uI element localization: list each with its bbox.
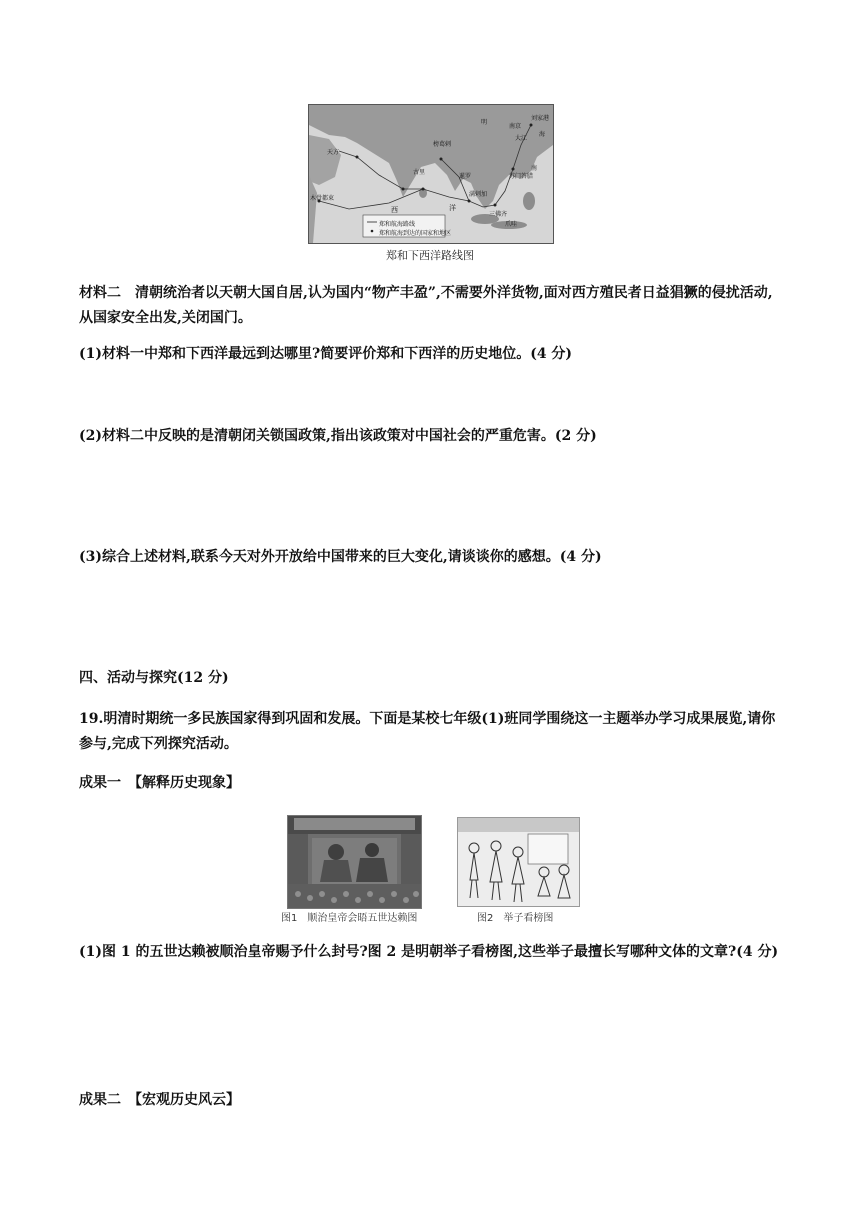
q18-question-1: (1)材料一中郑和下西洋最远到达哪里?简要评价郑和下西洋的历史地位。(4 分) — [79, 346, 573, 362]
section-4-title: 四、活动与探究(12 分) — [79, 670, 229, 686]
map-label-zhaowa: 爪哇 — [505, 221, 518, 228]
voyage-map-image — [308, 104, 554, 244]
map-label-yang: 洋 — [449, 204, 456, 212]
map-label-nan: 南 — [531, 165, 538, 172]
figure1-drawing — [288, 816, 421, 908]
result2-heading: 成果二 【宏观历史风云】 — [79, 1092, 240, 1108]
map-label-sanfoqi: 三佛齐 — [489, 211, 508, 218]
q18-question-2: (2)材料二中反映的是清朝闭关锁国政策,指出该政策对中国社会的严重危害。(2 分) — [79, 428, 597, 444]
figure2-drawing — [458, 818, 579, 906]
map-label-gulipei: 古里 — [413, 169, 426, 176]
figure1-caption: 图1 顺治皇帝会晤五世达赖图 — [281, 913, 418, 924]
figure2-candidates-viewing-list-image — [457, 817, 580, 907]
map-label-bangala: 榜葛剌 — [433, 141, 452, 148]
figure2-caption: 图2 举子看榜图 — [477, 913, 554, 924]
map-legend-route: 郑和航海路线 — [379, 221, 416, 228]
map-label-hai: 海 — [539, 131, 546, 138]
map-label-xi: 西 — [391, 206, 398, 214]
map-label-tianfang: 天方 — [327, 149, 340, 156]
map-label-mugudushu: 木骨都束 — [310, 195, 335, 202]
voyage-map-figure — [308, 104, 552, 244]
figure1-shunzhi-dalai-image — [287, 815, 422, 909]
q19-intro: 19.明清时期统一多民族国家得到巩固和发展。下面是某校七年级(1)班同学围绕这一主题举办学习成果展览,请你参与,完成下列探究活动。 — [79, 711, 776, 752]
map-label-nanjing: 南京 — [509, 123, 522, 130]
q19-question-1: (1)图 1 的五世达赖被顺治皇帝赐予什么封号?图 2 是明朝举子看榜图,这些举子最擅长写哪种文体的文章?(4 分) — [79, 944, 779, 960]
map-legend-places: 郑和航海到达的国家和地区 — [379, 230, 452, 237]
map-label-xianluo: 暹罗 — [459, 173, 472, 180]
map-label-dajiang: 大江 — [515, 135, 528, 142]
map-label-liujiagang: 刘家港 — [531, 115, 550, 122]
map-label-manlajia: 满剌加 — [469, 191, 488, 198]
map-label-ming: 明 — [481, 119, 488, 126]
material2-text: 清朝统治者以天朝大国自居,认为国内“物产丰盈”,不需要外洋货物,面对西方殖民者日益猖獗的侵扰活动,从国家安全出发,关闭国门。 — [79, 285, 773, 326]
material2-label: 材料二 — [79, 285, 121, 301]
map-caption: 郑和下西洋路线图 — [386, 249, 474, 262]
q18-question-3: (3)综合上述材料,联系今天对外开放给中国带来的巨大变化,请谈谈你的感想。(4 分) — [79, 549, 602, 565]
material2-paragraph — [79, 281, 781, 331]
map-label-sumendala: 苏门答腊 — [509, 173, 534, 180]
result1-heading: 成果一 【解释历史现象】 — [79, 775, 240, 791]
